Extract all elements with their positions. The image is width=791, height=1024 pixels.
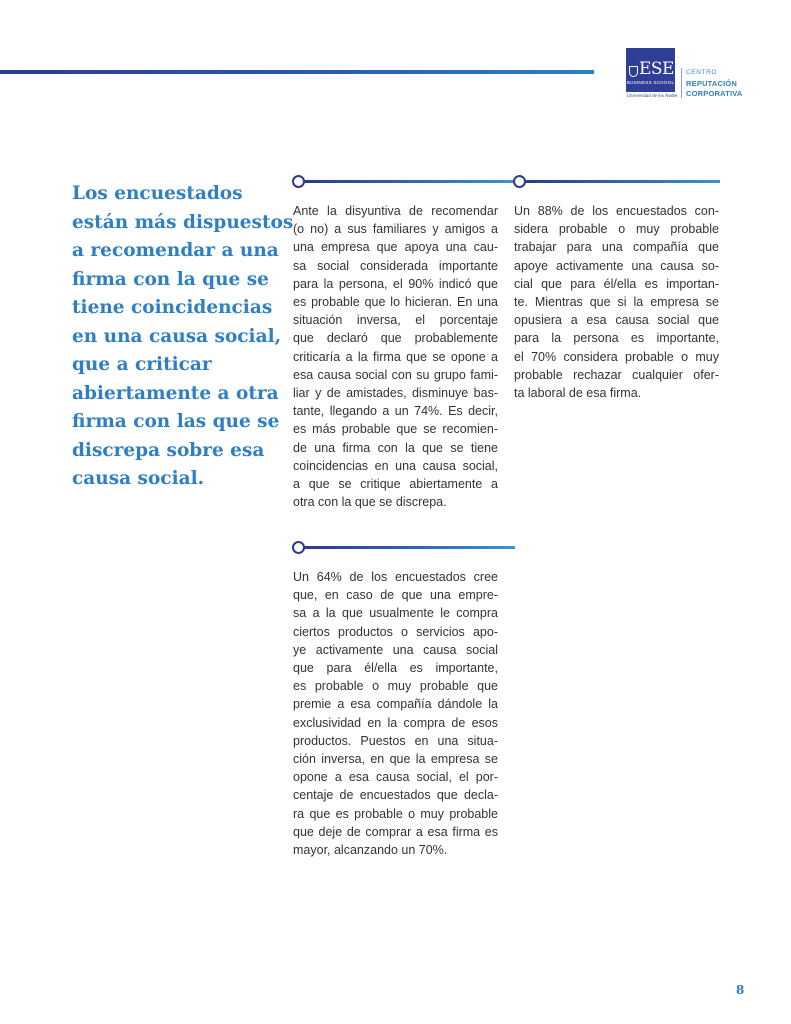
pull-quote-line: causa social. [72,468,205,489]
logo-university: Universidad de los Andes [626,94,678,99]
text-line: productos. Puestos en una situa- [293,733,498,748]
pull-quote-line: Los encuestados [72,183,243,204]
timeline-line [525,180,720,183]
text-line: probable rechazar cualquier ofer- [514,367,719,382]
pull-quote-line: a recomendar a una [72,240,279,261]
text-line: (o no) a sus familiares y amigos a [293,222,498,237]
pull-quote-line: discrepa sobre esa [72,439,265,461]
pull-quote-line: abiertamente a otra [72,382,279,404]
timeline-connector [513,175,720,191]
text-line: otra con la que se discrepa. [293,495,447,510]
text-line: sa a la que usualmente le compra [293,606,498,621]
text-line: situación inversa, el porcentaje [293,313,498,328]
timeline-node [292,541,305,554]
ese-logo [624,48,754,106]
text-line: exclusividad en la compra de esos [293,715,498,730]
text-line: es probable o muy probable que [293,679,498,694]
paragraph-buy [293,568,498,859]
page-number: 8 [736,983,745,997]
text-line: criticaría a la firma que se opone a [293,349,498,364]
pull-quote-line: firma con la que se [72,268,269,290]
text-line: es más probable que se recomien- [293,422,498,437]
text-line: ra que es probable o muy probable [293,806,498,821]
text-line: mayor, alcanzando un 70%. [293,843,448,858]
text-line: cial que para él/ella es importan- [514,276,719,291]
logo-corporativa: CORPORATIVA [686,89,743,98]
text-line: el 70% considera probable o muy [514,349,719,364]
timeline-connector [292,541,515,557]
text-line: para la persona, el 90% indicó que [293,276,498,291]
timeline-line [304,546,515,549]
text-line: para la persona es importante, [514,331,719,346]
header-rule [0,70,594,74]
text-line: te. Mientras que si la empresa se [514,295,719,310]
pull-quote [72,180,294,494]
text-line: tante, llegando a un 74%. Es decir, [293,404,498,419]
text-line: Un 64% de los encuestados cree [293,570,498,584]
text-line: ta laboral de esa firma. [514,386,642,401]
text-line: ciertos productos o servicios apo- [293,624,498,639]
paragraph-recommend [293,202,498,511]
text-line: una empresa que apoya una cau- [293,240,498,255]
shield-icon [629,66,638,77]
text-line: Ante la disyuntiva de recomendar [293,204,498,218]
timeline-line [304,180,514,183]
text-line: coincidencias en una causa social, [293,458,498,473]
text-line: ción inversa, en que la empresa se [293,752,498,767]
text-line: sidera probable o muy probable [514,222,719,237]
logo-reputacion: REPUTACIÓN [686,79,738,88]
logo-badge [626,48,675,92]
text-line: opusiera a esa causa social que [514,313,719,328]
text-line: a que se critique abiertamente a [293,477,498,492]
text-line: trabajar para una compañía que [514,240,719,255]
timeline-connector [292,175,514,191]
logo-divider [681,68,682,98]
pull-quote-line: que a criticar [72,354,212,375]
text-line: que declaró que probablemente [293,331,498,346]
text-line: Un 88% de los encuestados con- [514,204,719,218]
text-line: centaje de encuestados que decla- [293,788,498,803]
text-line: apoye activamente una causa so- [514,258,719,273]
logo-school: BUSINESS SCHOOL [626,80,675,85]
text-line: de una firma con la que se tiene [293,440,498,455]
paragraph-work [514,202,719,402]
text-line: es probable que lo hicieran. En una [293,295,498,310]
timeline-node [513,175,526,188]
logo-wordmark: ESE [639,59,674,79]
text-line: premie a esa compañía dándole la [293,697,498,712]
text-line: que deje de comprar a esa firma es [293,824,498,839]
timeline-node [292,175,305,188]
text-line: liar y de amistades, disminuye bas- [293,386,498,401]
text-line: que, en caso de que una empre- [293,588,498,603]
pull-quote-line: en una causa social, [72,325,282,347]
text-line: ye activamente una causa social [293,642,498,657]
text-line: opone a esa causa social, el por- [293,770,498,785]
pull-quote-line: tiene coincidencias [72,297,273,318]
text-line: que para él/ella es importante, [293,661,498,676]
pull-quote-line: están más dispuestos [72,211,294,233]
text-line: sa social considerada importante [293,258,498,273]
pull-quote-line: firma con las que se [72,411,280,432]
logo-centro: CENTRO [686,69,718,76]
text-line: esa causa social con su grupo fami- [293,367,498,382]
